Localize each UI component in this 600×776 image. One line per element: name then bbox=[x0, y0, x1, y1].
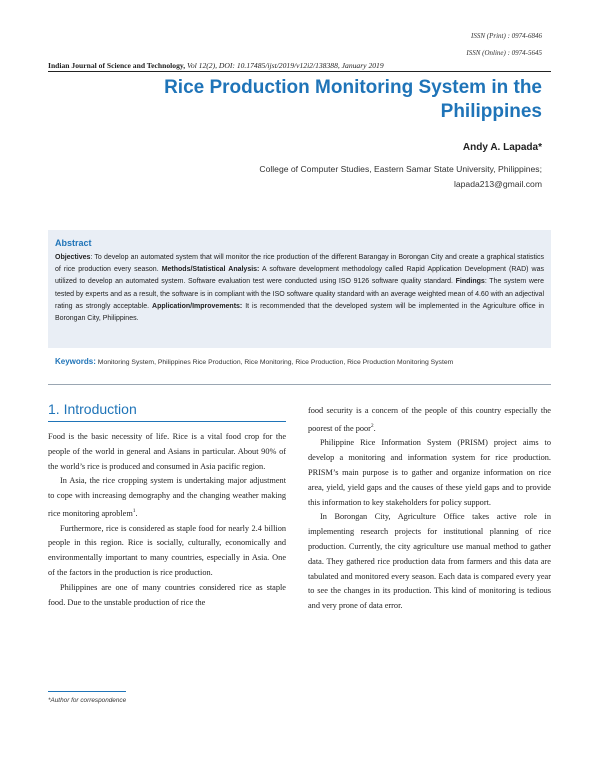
methods-label: Methods/Statistical Analysis: bbox=[161, 266, 260, 274]
paragraph bbox=[308, 404, 551, 436]
keywords-label: Keywords: bbox=[55, 357, 96, 366]
citation-details: Vol 12(2), DOI: 10.17485/ijst/2019/v12i2/138388, January 2019 bbox=[185, 61, 384, 70]
improvements-text: It is recommended that the developed system will be implemented in the Agriculture office in Borongan City, Philippines. bbox=[55, 302, 544, 323]
paragraph: Philippine Rice Information System (PRISM) project aims to develop a monitoring and information system for rice production. PRISM’s main purpose is to gather and organize information on rice area, yield, yield gaps and the causes of these yield gaps and to provide this information to key stakeholders for policy support. bbox=[308, 438, 551, 507]
issn-online: ISSN (Online) : 0974-5645 bbox=[466, 49, 542, 57]
footnote: *Author for correspondence bbox=[48, 697, 127, 704]
reference-link[interactable]: 1 bbox=[132, 507, 136, 514]
abstract-text bbox=[55, 252, 544, 325]
right-column bbox=[308, 404, 551, 614]
keywords bbox=[55, 356, 544, 368]
paragraph: In Borongan City, Agriculture Office takes active role in implementing research projects for institutional planning of rice production. Currently, the city agriculture use manual method to gather data. They gathered rice production data from farmers and this data are tabulated and monitored every season. Each data is compared every year to see the changes in its production. This kind of monitoring is tedious and very prone of data error. bbox=[308, 512, 551, 611]
section-rule bbox=[48, 421, 286, 422]
issn-print: ISSN (Print) : 0974-6846 bbox=[471, 32, 542, 40]
improvements-label: Application/Improvements: bbox=[152, 302, 243, 310]
author-affiliation bbox=[142, 162, 542, 192]
objectives-text: : To develop an automated system that will monitor the rice production of the different Barangay in Borongan City and create a graphical statistics of rice production every season. bbox=[55, 254, 544, 274]
section-title: 1. Introduction bbox=[48, 401, 137, 417]
paragraph bbox=[48, 474, 286, 521]
paragraph-text: In Asia, the rice cropping system is undertaking major adjustment to cope with increasing demography and the changing weather making rice monitoring aproblem bbox=[48, 476, 286, 518]
journal-name: Indian Journal of Science and Technology, bbox=[48, 61, 186, 70]
findings-label: Findings bbox=[455, 278, 485, 286]
journal-citation bbox=[48, 61, 384, 70]
paragraph-end: . bbox=[373, 423, 376, 433]
article-title: Rice Production Monitoring System in the Philippines bbox=[164, 77, 542, 122]
paragraph-text: food security is a concern of the people of this country especially the poorest of the poor bbox=[308, 406, 551, 433]
findings-text: : The system were tested by experts and as a result, the software is in compliant with the ISO software quality standard with an average weighted mean of 4.60 with an adjectival rating as strongly acceptable. bbox=[55, 278, 544, 310]
affiliation-text: College of Computer Studies, Eastern Samar State University, Philippines; bbox=[259, 164, 542, 174]
paragraph-end: . bbox=[135, 508, 138, 518]
paragraph: Philippines are one of many countries considered rice as staple food. Due to the unstable production of rice the bbox=[48, 582, 286, 607]
objectives-label: Objectives bbox=[55, 254, 91, 261]
author-email[interactable]: lapada213@gmail.com bbox=[453, 179, 542, 189]
reference-link[interactable]: 2 bbox=[370, 422, 374, 429]
author-name: Andy A. Lapada* bbox=[462, 142, 542, 153]
abstract-heading: Abstract bbox=[55, 238, 92, 248]
paragraph: Food is the basic necessity of life. Rice is a vital food crop for the people of the world in general and Asians in particular. About 90% of the world’s rice is produced and consumed in Asia pacific region. bbox=[48, 432, 286, 471]
keywords-rule bbox=[48, 384, 551, 385]
methods-text: A software development methodology called Rapid Application Development (RAD) was utilized to develop an automated system. Software evaluation test were conducted using ISO 9126 software quality standard. bbox=[55, 266, 544, 286]
keywords-text: Monitoring System, Philippines Rice Production, Rice Monitoring, Rice Production, Rice Production Monitoring System bbox=[95, 359, 454, 366]
left-column bbox=[48, 430, 286, 610]
footnote-rule bbox=[48, 691, 126, 692]
header-rule bbox=[48, 71, 551, 72]
paragraph: Furthermore, rice is considered as staple food for nearly 2.4 billion people in this region. Rice is socially, culturally, economically and environmentally important to many countries, especially in Asia. One of the factors in the production is rice production. bbox=[48, 523, 286, 577]
